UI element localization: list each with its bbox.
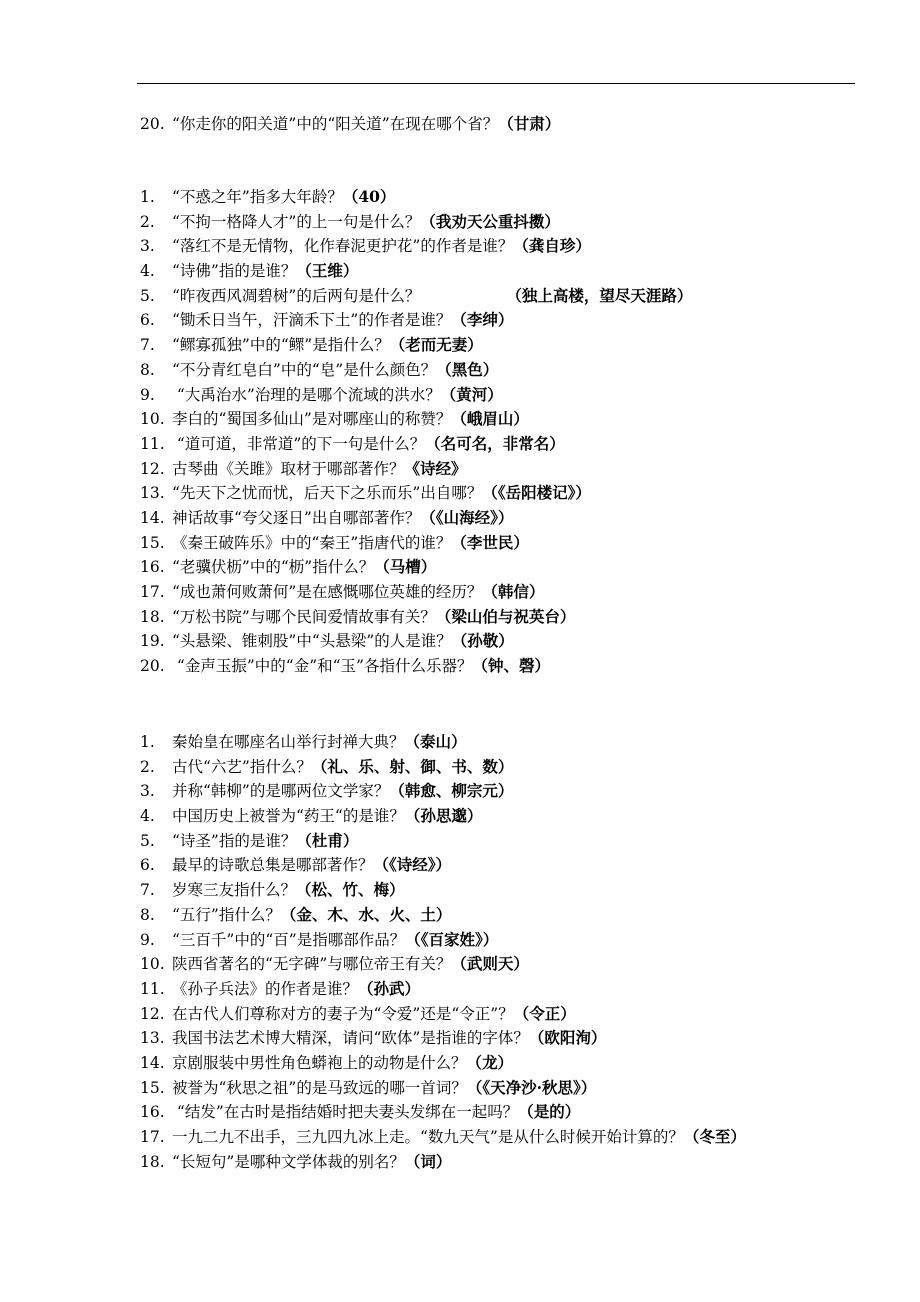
question-item: [140, 1100, 746, 1125]
question-number: 16.: [140, 558, 165, 577]
question-answer: （甘肃）: [498, 114, 561, 133]
question-text: 岁寒三友指什么？: [172, 881, 297, 900]
question-item: [140, 853, 746, 878]
question-answer: （韩愈、柳宗元）: [389, 781, 514, 801]
question-item: [140, 555, 692, 580]
question-answer: （龚自珍）: [513, 236, 591, 256]
question-answer: （欧阳洵）: [528, 1028, 607, 1048]
question-number: 11.: [140, 979, 165, 998]
question-text: “鳏寡孤独”中的“鳏”是指什么？: [172, 336, 390, 355]
question-item: [140, 878, 746, 903]
question-answer: （马槽）: [374, 557, 437, 577]
question-item: [140, 829, 746, 854]
question-text: “不惑之年”指多大年龄？: [172, 188, 343, 206]
question-text: “诗圣”指的是谁？: [172, 831, 297, 850]
question-text: 秦始皇在哪座名山举行封禅大典？: [172, 733, 405, 751]
question-text: “不拘一格降人才”的上一句是什么？: [172, 212, 421, 231]
question-answer: （龙）: [466, 1052, 514, 1072]
question-number: 8.: [140, 360, 155, 379]
question-number: 20.: [140, 115, 165, 133]
question-number: 4.: [140, 807, 155, 826]
question-number: 7.: [140, 336, 155, 355]
question-text: 在古代人们尊称对方的妻子为“令爱”还是“令正”？: [172, 1004, 514, 1023]
question-number: 10.: [140, 955, 165, 974]
question-item: [140, 903, 746, 928]
question-text: 中国历史上被誉为“药王“的是谁？: [172, 807, 405, 826]
question-answer: （李绅）: [451, 310, 514, 330]
question-text: 被誉为“秋思之祖”的是马致远的哪一首词？: [172, 1078, 467, 1097]
question-answer: （黄河）: [440, 384, 503, 404]
question-number: 3.: [140, 782, 155, 801]
question-answer: （40）: [342, 187, 396, 206]
question-item: [140, 730, 746, 755]
question-item: [140, 112, 560, 137]
question-answer: （武则天）: [451, 954, 529, 974]
question-item: [140, 605, 692, 630]
question-answer: （老而无妻）: [389, 335, 483, 355]
question-answer: （钟、磬）: [472, 656, 550, 676]
question-number: 14.: [140, 1053, 165, 1072]
question-number: 1.: [140, 188, 155, 206]
question-text: 并称“韩柳”的是哪两位文学家？: [172, 782, 390, 801]
question-answer: （金、木、水、火、土）: [280, 904, 452, 924]
question-item: [140, 333, 692, 358]
question-item: [140, 1026, 746, 1051]
question-answer: 《诗经》: [404, 458, 467, 478]
question-number: 11.: [140, 434, 165, 453]
question-answer: （孙思邈）: [404, 806, 483, 826]
question-item: [140, 580, 692, 605]
question-number: 17.: [140, 1128, 165, 1146]
question-item: [140, 506, 692, 531]
question-answer: （词）: [404, 1151, 452, 1171]
top-item-block: [140, 112, 560, 137]
question-text: “金声玉振”中的“金”和“玉”各指什么乐器？: [172, 657, 473, 676]
question-number: 20.: [140, 657, 165, 676]
question-item: [140, 804, 746, 829]
question-answer: （王维）: [296, 261, 359, 281]
question-answer: （《百家姓》）: [405, 929, 499, 949]
question-answer: （李世民）: [451, 532, 529, 552]
question-text: “先天下之忧而忧，后天下之乐而乐”出自哪？: [172, 484, 483, 503]
question-number: 17.: [140, 583, 165, 601]
question-answer: （《岳阳楼记》）: [482, 483, 591, 503]
question-item: [140, 1150, 746, 1175]
question-text: 《秦王破阵乐》中的“秦王”指唐代的谁？: [172, 533, 452, 552]
question-answer: （我劝天公重抖擞）: [420, 211, 560, 231]
question-text: 一九二九不出手，三九四九冰上走。“数九天气”是从什么时候开始计算的？: [172, 1128, 684, 1146]
question-answer: （松、竹、梅）: [296, 880, 405, 900]
question-number: 12.: [140, 1004, 165, 1023]
quiz-section-2: [140, 730, 746, 1174]
question-text: “不分青红皂白”中的“皂”是什么颜色？: [172, 360, 437, 379]
question-text: 神话故事“夸父逐日”出自哪部著作？: [172, 508, 421, 527]
question-number: 4.: [140, 262, 155, 281]
question-answer: （令正）: [513, 1003, 576, 1023]
question-text: “道可道，非常道”的下一句是什么？: [172, 434, 426, 453]
question-item: [140, 210, 692, 235]
question-text: “成也萧何败萧何”是在感慨哪位英雄的经历？: [172, 583, 483, 601]
question-number: 1.: [140, 733, 155, 751]
question-text: “你走你的阳关道”中的“阳关道”在现在哪个省？: [172, 115, 499, 133]
question-answer: （泰山）: [404, 732, 467, 751]
question-number: 15.: [140, 1078, 165, 1097]
question-text: “万松书院”与哪个民间爱情故事有关？: [172, 607, 436, 626]
question-number: 19.: [140, 632, 165, 651]
question-answer: （冬至）: [683, 1127, 746, 1146]
question-answer: （黑色）: [436, 359, 499, 379]
question-number: 3.: [140, 237, 155, 256]
question-item: [140, 779, 746, 804]
question-item: [140, 1051, 746, 1076]
question-text: 《孙子兵法》的作者是谁？: [172, 979, 359, 998]
question-answer: （孙武）: [358, 978, 421, 998]
question-number: 8.: [140, 905, 155, 924]
question-text: 李白的“蜀国多仙山”是对哪座山的称赞？: [172, 410, 452, 429]
question-number: 6.: [140, 856, 155, 875]
question-item: [140, 1002, 746, 1027]
question-answer: （孙敬）: [451, 631, 514, 651]
question-item: [140, 1076, 746, 1101]
question-item: [140, 259, 692, 284]
question-item: [140, 531, 692, 556]
question-number: 18.: [140, 607, 165, 626]
question-number: 16.: [140, 1103, 165, 1122]
question-number: 14.: [140, 508, 165, 527]
question-text: “头悬梁、锥刺股”中“头悬梁”的人是谁？: [172, 632, 452, 651]
question-answer: （峨眉山）: [451, 409, 529, 429]
question-text: 京剧服装中男性角色蟒袍上的动物是什么？: [172, 1053, 467, 1072]
question-number: 15.: [140, 533, 165, 552]
question-item: [140, 755, 746, 780]
question-item: [140, 185, 692, 210]
question-text: “诗佛”指的是谁？: [172, 262, 297, 281]
question-item: [140, 234, 692, 259]
question-number: 10.: [140, 410, 165, 429]
question-number: 13.: [140, 1029, 165, 1048]
quiz-section-1: [140, 185, 692, 679]
question-answer: （梁山伯与祝英台）: [435, 606, 576, 626]
question-text: 最早的诗歌总集是哪部著作？: [172, 856, 374, 875]
question-text: “三百千”中的“百”是指哪部作品？: [172, 930, 406, 949]
question-answer: （独上高楼，望尽天涯路）: [506, 285, 693, 305]
question-item: [140, 1125, 746, 1150]
question-answer: （名可名，非常名）: [425, 433, 565, 453]
question-text: 我国书法艺术博大精深，请问“欧体”是指谁的字体？: [172, 1029, 529, 1048]
question-text: “结发”在古时是指结婚时把夫妻头发绑在一起吗？: [172, 1103, 519, 1122]
question-item: [140, 308, 692, 333]
question-text: “昨夜西风凋碧树”的后两句是什么？: [172, 286, 421, 305]
question-number: 18.: [140, 1152, 165, 1171]
question-number: 2.: [140, 212, 155, 231]
question-number: 9.: [140, 930, 155, 949]
question-answer: （韩信）: [482, 582, 545, 601]
question-text: “五行”指什么？: [172, 905, 281, 924]
question-number: 6.: [140, 311, 155, 330]
question-answer: （《山海经》）: [420, 507, 514, 527]
question-number: 7.: [140, 881, 155, 900]
question-text: 古代“六艺”指什么？: [172, 757, 312, 776]
question-number: 13.: [140, 484, 165, 503]
question-item: [140, 432, 692, 457]
question-item: [140, 952, 746, 977]
question-item: [140, 407, 692, 432]
question-answer: （杜甫）: [296, 830, 359, 850]
question-text: “长短句”是哪种文学体裁的别名？: [172, 1152, 405, 1171]
question-answer: （《诗经》）: [373, 855, 452, 875]
question-item: [140, 629, 692, 654]
question-item: [140, 383, 692, 408]
question-text: “老骥伏枥”中的“枥”指什么？: [172, 558, 375, 577]
question-answer: （《天净沙·秋思》）: [466, 1077, 597, 1097]
question-item: [140, 284, 692, 309]
question-answer: （是的）: [518, 1102, 581, 1122]
question-item: [140, 457, 692, 482]
question-item: [140, 928, 746, 953]
header-rule: [137, 83, 855, 84]
question-item: [140, 358, 692, 383]
question-text: “大禹治水”治理的是哪个流域的洪水？: [172, 385, 441, 404]
question-text: 陕西省著名的“无字碑”与哪位帝王有关？: [172, 955, 452, 974]
question-item: [140, 654, 692, 679]
question-number: 5.: [140, 286, 155, 305]
question-number: 2.: [140, 757, 155, 776]
question-item: [140, 481, 692, 506]
question-item: [140, 977, 746, 1002]
question-number: 9.: [140, 385, 155, 404]
question-text: 古琴曲《关雎》取材于哪部著作？: [172, 459, 405, 478]
question-text: “锄禾日当午，汗滴禾下土”的作者是谁？: [172, 311, 452, 330]
question-answer: （礼、乐、射、御、书、数）: [311, 756, 514, 776]
question-number: 12.: [140, 459, 165, 478]
question-number: 5.: [140, 831, 155, 850]
question-text: “落红不是无情物，化作春泥更护花”的作者是谁？: [172, 237, 514, 256]
